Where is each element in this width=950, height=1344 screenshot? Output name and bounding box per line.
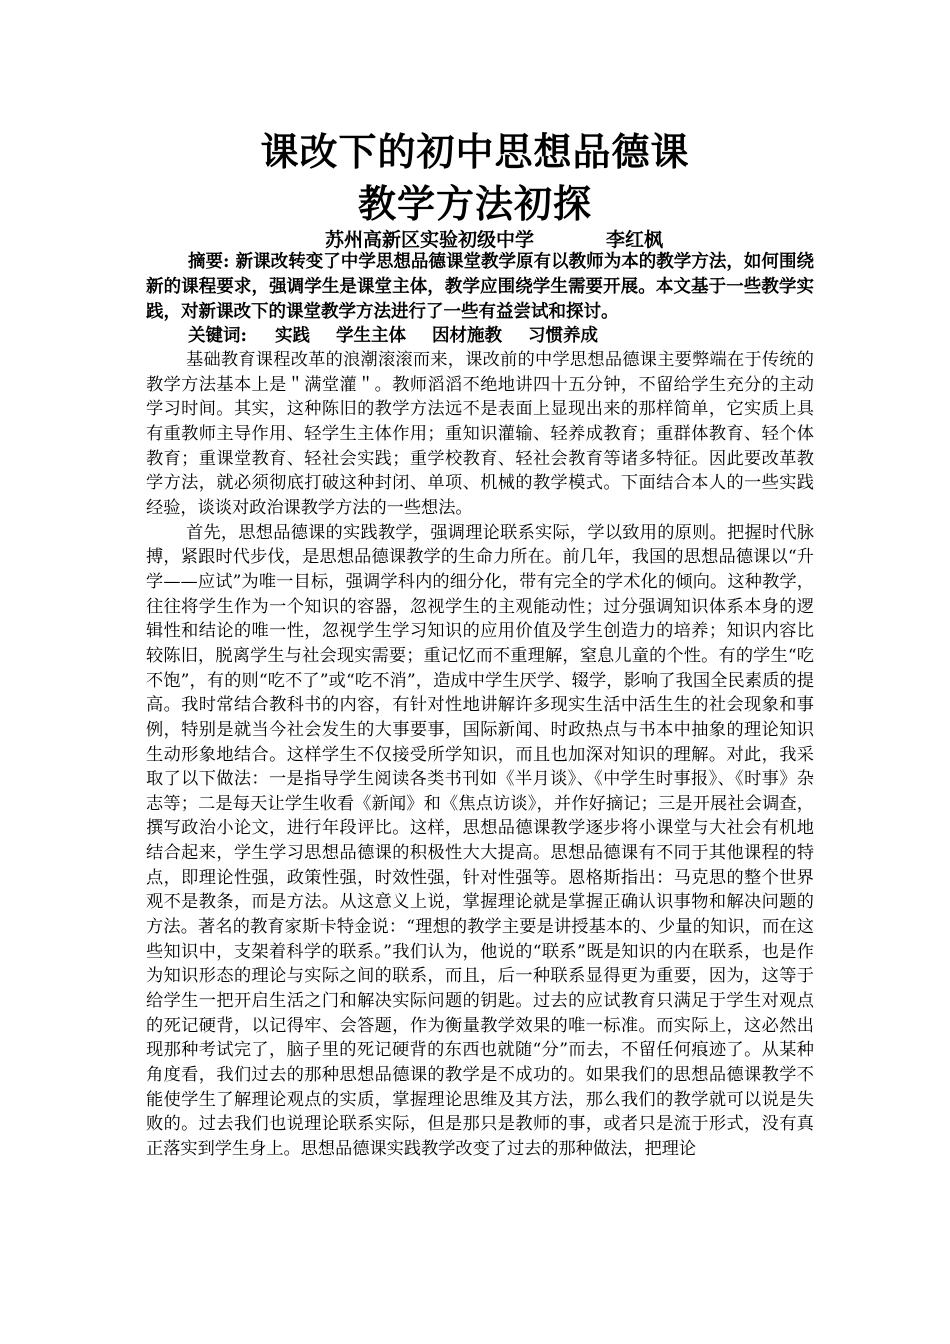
paragraph: 首先，思想品德课的实践教学，强调理论联系实际，学以致用的原则。把握时代脉搏，紧跟时代步伐，是思想品德课教学的生命力所在。前几年，我国的思想品德课以“升学——应试”为唯一目标，强调学科内的细分化，带有完全的学术化的倾向。这种教学，往往将学生作为一个知识的容器，忽视学生的主观能动性；过分强调知识体系本身的逻辑性和结论的唯一性，忽视学生学习知识的应用价值及学生创造力的培养；知识内容比较陈旧，脱离学生与社会现实需要；重记忆而不重理解，窒息儿童的个性。有的学生“吃不饱”，有的则“吃不了”或“吃不消”，造成中学生厌学、辍学，影响了我国全民素质的提高。我时常结合教科书的内容，有针对性地讲解许多现实生活中活生生的社会现象和事例，特别是就当今社会发生的大事要事，国际新闻、时政热点与书本中抽象的理论知识生动形象地结合。这样学生不仅接受所学知识，而且也加深对知识的理解。对此，我采取了以下做法：一是指导学生阅读各类书刊如《半月谈》、《中学生时事报》、《时事》杂志等；二是每天让学生收看《新闻》和《焦点访谈》，并作好摘记；三是开展社会调查，撰写政治小论文，进行年段评比。这样，思想品德课教学逐步将小课堂与大社会有机地结合起来，学生学习思想品德课的积极性大大提高。思想品德课有不同于其他课程的特点，即理论性强，政策性强，时效性强，针对性强等。恩格斯指出：马克思的整个世界观不是教条，而是方法。从这意义上说，掌握理论就是掌握正确认识事物和解决问题的方法。著名的教育家斯卡特金说：“理想的教学主要是讲授基本的、少量的知识，而在这些知识中，支架着科学的联系。”我们认为，他说的“联系”既是知识的内在联系，也是作为知识形态的理论与实际之间的联系，而且，后一种联系显得更为重要，因为，这等于给学生一把开启生活之门和解决实际问题的钥匙。过去的应试教育只满足于学生对观点的死记硬背，以记得牢、会答题，作为衡量教学效果的唯一标准。而实际上，这必然出现那种考试完了，脑子里的死记硬背的东西也就随“分”而去，不留任何痕迹了。从某种角度看，我们过去的那种思想品德课的教学是不成功的。如果我们的思想品德课教学不能使学生了解理论观点的实质，掌握理论思维及其方法，那么我们的教学就可以说是失败的。过去我们也说理论联系实际，但是那只是教师的事，或者只是流于形式，没有真正落实到学生身上。思想品德课实践教学改变了过去的那种做法，把理论 — [146, 522, 814, 1159]
keyword: 习惯养成 — [527, 326, 598, 346]
school-name: 苏州高新区实验初级中学 — [325, 229, 535, 251]
keyword: 实践 — [274, 326, 310, 346]
keywords-label: 关键词: — [188, 326, 247, 346]
keyword: 因材施教 — [431, 326, 502, 346]
keyword: 学生主体 — [335, 326, 406, 346]
abstract: 摘要: 新课改转变了中学思想品德课堂教学原有以教师为本的教学方法，如何围绕新的课程要求，强调学生是课堂主体，教学应围绕学生需要开展。本文基于一些教学实践，对新课改下的课堂教学方法进行了一些有益尝试和探讨。 — [146, 252, 814, 322]
byline — [325, 228, 663, 252]
body-text — [146, 348, 814, 1162]
title-line-2: 教学方法初探 — [357, 182, 592, 226]
author-name: 李红枫 — [606, 229, 664, 251]
paragraph: 基础教育课程改革的浪潮滚滚而来，课改前的中学思想品德课主要弊端在于传统的教学方法基本上是＂满堂灌＂。教师滔滔不绝地讲四十五分钟，不留给学生充分的主动学习时间。其实，这种陈旧的教学方法远不是表面上显现出来的那样简单，它实质上具有重教师主导作用、轻学生主体作用；重知识灌输、轻养成教育；重群体教育、轻个体教育；重课堂教育、轻社会实践；重学校教育、轻社会教育等诸多特征。因此要改革教学方法，就必须彻底打破这种封闭、单项、机械的教学模式。下面结合本人的一些实践经验，谈谈对政治课教学方法的一些想法。 — [146, 350, 814, 518]
keywords — [188, 324, 598, 349]
title-line-1: 课改下的初中思想品德课 — [260, 130, 690, 174]
